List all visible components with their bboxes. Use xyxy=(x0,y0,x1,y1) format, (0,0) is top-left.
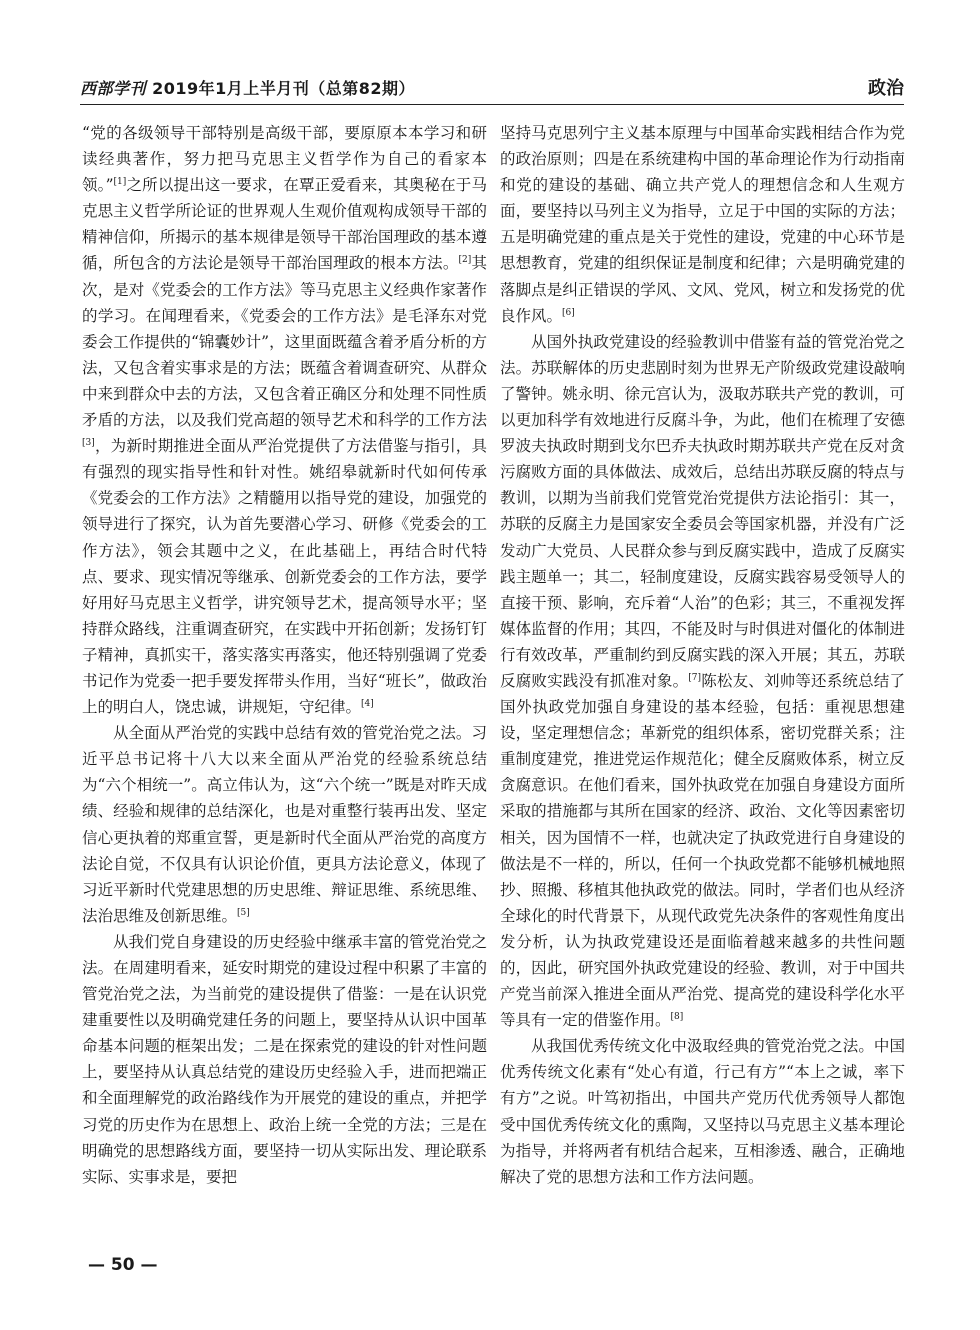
citation-reference: [7] xyxy=(688,672,702,683)
journal-name: 西部学刊 xyxy=(80,79,147,98)
paragraph-text: ，为新时期推进全面从严治党提供了方法借鉴与指引，具有强烈的现实指导性和针对性。姚绍皋就新时代如何传承《党委会的工作方法》之精髓用以指导党的建设，加强党的领导进行了探究，认为首先要潜心学习、研修《党委会的工作方法》，领会其题中之义，在此基础上，再结合时代特点、要求、现实情况等继承、创新党委会的工作方法，要学好用好马克思主义哲学，讲究领导艺术，提高领导水平；坚持群众路线，注重调查研究，在实践中开拓创新；发扬钉钉子精神，真抓实干，落实落实再落实，他还特别强调了党委书记作为党委一把手要发挥带头作用，当好“班长”，做政治上的明白人，饶忠诚，讲规矩，守纪律。 xyxy=(82,437,487,717)
section-name: 政治 xyxy=(868,78,904,99)
paragraph xyxy=(82,929,487,1190)
paragraph-text: 之所以提出这一要求，在覃正爱看来，其奥秘在于马克思主义哲学所论证的世界观人生观价值观构成领导干部的精神信仰，所揭示的基本规律是领导干部治国理政的基本遵循，所包含的方法论是领导干部治国理政的根本方法。 xyxy=(82,176,487,273)
paragraph-text: 从我国优秀传统文化中汲取经典的管党治党之法。中国优秀传统文化素有“处心有道，行己有方”“本上之诚，率下有方”之说。叶笃初指出，中国共产党历代优秀领导人都饱受中国优秀传统文化的熏陶，又坚持以马克思主义基本理论为指导，并将两者有机结合起来，互相渗透、融合，正确地解决了党的思想方法和工作方法问题。 xyxy=(500,1037,905,1186)
page-number: — 50 — xyxy=(88,1255,158,1275)
paragraph-text: 坚持马克思列宁主义基本原理与中国革命实践相结合作为党的政治原则；四是在系统建构中国的革命理论作为行动指南和党的建设的基础、确立共产党人的理想信念和人生观方面，要坚持以马列主义为指导，立足于中国的实际的方法；五是明确党建的重点是关于党性的建设，党建的中心环节是思想教育，党建的组织保证是制度和纪律；六是明确党建的落脚点是纠正错误的学风、文风、党风，树立和发扬党的优良作风。 xyxy=(500,124,905,325)
left-column xyxy=(82,120,487,1240)
citation-reference: [3] xyxy=(82,438,95,449)
citation-reference: [2] xyxy=(458,255,472,266)
paragraph xyxy=(82,120,487,720)
paragraph xyxy=(500,329,905,1034)
citation-reference: [1] xyxy=(113,177,127,188)
paragraph-text: 从全面从严治党的实践中总结有效的管党治党之法。习近平总书记将十八大以来全面从严治党的经验系统总结为“六个相统一”。高立伟认为，这“六个统一”既是对昨天成绩、经验和规律的总结深化，也是对重整行装再出发、坚定信心更执着的郑重宣誓，更是新时代全面从严治党的高度方法论自觉，不仅具有认识论价值，更具方法论意义，体现了习近平新时代党建思想的历史思维、辩证思维、系统思维、法治思维及创新思维。 xyxy=(82,724,487,925)
citation-reference: [8] xyxy=(670,1012,684,1023)
citation-reference: [5] xyxy=(237,907,250,918)
citation-reference: [4] xyxy=(361,699,374,710)
issue-info: 2019年1月上半月刊（总第82期） xyxy=(152,79,416,98)
paragraph xyxy=(500,120,905,329)
paragraph-text: 从国外执政党建设的经验教训中借鉴有益的管党治党之法。苏联解体的历史悲剧时刻为世界无产阶级政党建设敲响了警钟。姚永明、徐元宫认为，汲取苏联共产党的教训，可以更加科学有效地进行反腐斗争，为此，他们在梳理了安德罗波夫执政时期到戈尔巴乔夫执政时期苏联共产党在反对贪污腐败方面的具体做法、成效后，总结出苏联反腐的特点与教训，以期为当前我们党管党治党提供方法论指引：其一，苏联的反腐主力是国家安全委员会等国家机器，并没有广泛发动广大党员、人民群众参与到反腐实践中，造成了反腐实践主题单一；其二，轻制度建设，反腐实践容易受领导人的直接干预、影响，充斥着“人治”的色彩；其三，不重视发挥媒体监督的作用；其四，不能及时与时俱进对僵化的体制进行有效改革，严重制约到反腐实践的深入开展；其五，苏联反腐败实践没有抓准对象。 xyxy=(500,332,905,690)
paragraph xyxy=(82,720,487,929)
paragraph-text: “党的各级领导干部特别是高级干部，要原原本本学习和研读经典著作，努力把马克思主义哲学作为自己的看家本领。” xyxy=(82,124,487,195)
header-journal-info xyxy=(80,76,415,99)
paragraph-text: 其次，是对《党委会的工作方法》等马克思主义经典作家著作的学习。在闻理看来，《党委会的工作方法》是毛泽东对党委会工作提供的“锦囊妙计”，这里面既蕴含着矛盾分析的方法，又包含着实事求是的方法；既蕴含着调查研究、从群众中来到群众中去的方法，又包含着正确区分和处理不同性质矛盾的方法，以及我们党高超的领导艺术和科学的工作方法 xyxy=(82,254,487,430)
citation-reference: [6] xyxy=(562,307,575,318)
right-column xyxy=(500,120,905,1240)
paragraph-text: 陈松友、刘帅等还系统总结了国外执政党加强自身建设的基本经验，包括：重视思想建设，坚定理想信念；革新党的组织体系，密切党群关系；注重制度建党，推进党运作规范化；健全反腐败体系，树立反贪腐意识。在他们看来，国外执政党在加强自身建设方面所采取的措施都与其所在国家的经济、政治、文化等因素密切相关，因为国情不一样，也就决定了执政党进行自身建设的做法是不一样的，所以，任何一个执政党都不能够机械地照抄、照搬、移植其他执政党的做法。同时，学者们也从经济全球化的时代背景下，从现代政党先决条件的客观性角度出发分析，认为执政党建设还是面临着越来越多的共性问题的，因此，研究国外执政党建设的经验、教训，对于中国共产党当前深入推进全面从严治党、提高党的建设科学化水平等具有一定的借鉴作用。 xyxy=(500,671,905,1030)
running-header xyxy=(80,74,904,105)
paragraph xyxy=(500,1033,905,1190)
paragraph-text: 从我们党自身建设的历史经验中继承丰富的管党治党之法。在周建明看来，延安时期党的建设过程中积累了丰富的管党治党之法，为当前党的建设提供了借鉴：一是在认识党建重要性以及明确党建任务的问题上，要坚持从认识中国革命基本问题的框架出发；二是在探索党的建设的针对性问题上，要坚持从认真总结党的建设历史经验入手，进而把端正和全面理解党的政治路线作为开展党的建设的重点，并把学习党的历史作为在思想上、政治上统一全党的方法；三是在明确党的思想路线方面，要坚持一切从实际出发、理论联系实际、实事求是，要把 xyxy=(82,932,487,1186)
